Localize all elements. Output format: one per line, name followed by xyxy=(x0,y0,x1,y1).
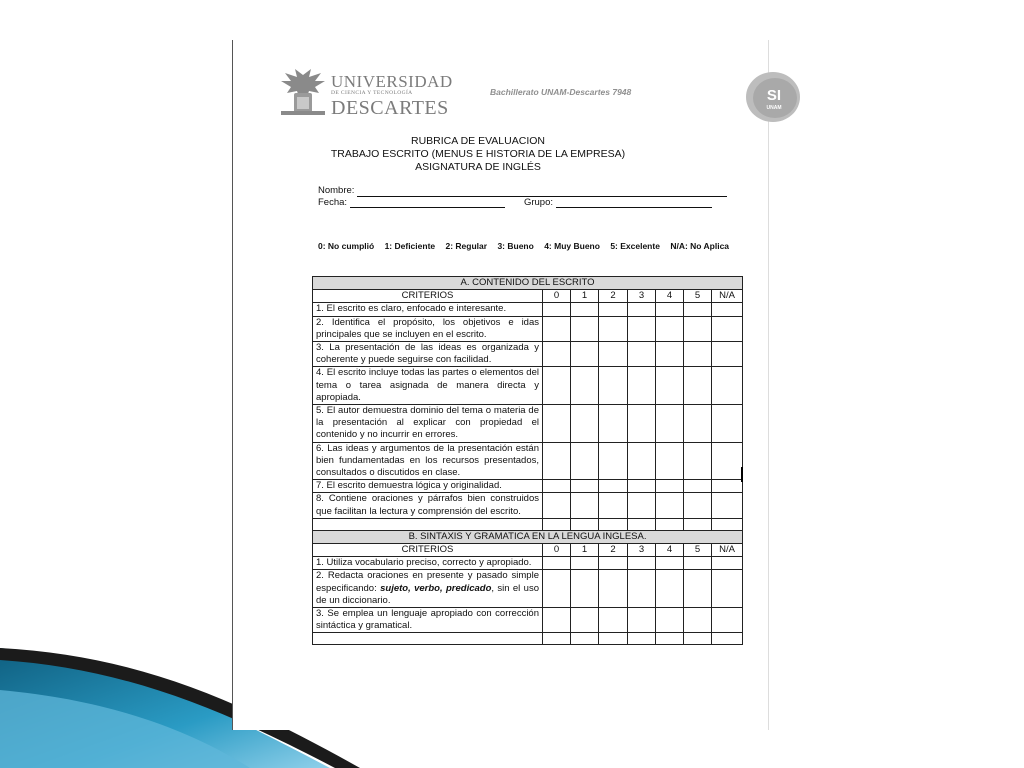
score-header: 4 xyxy=(656,290,684,303)
score-cell[interactable] xyxy=(712,342,743,367)
score-cell[interactable] xyxy=(712,570,743,608)
criterion-text: 6. Las ideas y argumentos de la presentación están bien fundamentadas en los recursos presentados, consultados o discutidos en clase. xyxy=(313,442,543,480)
criterion-row xyxy=(313,367,743,405)
score-cell[interactable] xyxy=(599,608,628,633)
score-cell[interactable] xyxy=(571,316,599,341)
score-cell[interactable] xyxy=(571,367,599,405)
criterion-text: 3. Se emplea un lenguaje apropiado con corrección sintáctica y gramatical. xyxy=(313,608,543,633)
score-header: 0 xyxy=(543,544,571,557)
score-cell[interactable] xyxy=(628,608,656,633)
logo-descartes-text: DESCARTES xyxy=(331,96,449,119)
score-header: 3 xyxy=(628,290,656,303)
score-header: 3 xyxy=(628,544,656,557)
score-header: N/A xyxy=(712,290,743,303)
scale-legend xyxy=(318,241,729,251)
score-cell[interactable] xyxy=(599,493,628,518)
score-header: 2 xyxy=(599,290,628,303)
header-row-a xyxy=(313,290,743,303)
section-b-header: B. SINTAXIS Y GRAMATICA EN LA LENGUA INGLESA. xyxy=(313,530,743,543)
criterion-row xyxy=(313,570,743,608)
score-cell[interactable] xyxy=(571,442,599,480)
rubric-page xyxy=(232,40,782,730)
criterion-row xyxy=(313,557,743,570)
score-cell[interactable] xyxy=(571,480,599,493)
criterion-text: 7. El escrito demuestra lógica y originalidad. xyxy=(313,480,543,493)
fecha-field[interactable] xyxy=(350,198,505,208)
score-cell[interactable] xyxy=(656,442,684,480)
score-cell[interactable] xyxy=(656,608,684,633)
eagle-crest-icon xyxy=(279,67,327,117)
criterion-text: 1. Utiliza vocabulario preciso, correcto y apropiado. xyxy=(313,557,543,570)
score-cell[interactable] xyxy=(712,608,743,633)
score-cell[interactable] xyxy=(543,570,571,608)
criterion-text: 1. El escrito es claro, enfocado e interesante. xyxy=(313,303,543,316)
score-cell[interactable] xyxy=(599,316,628,341)
score-cell[interactable] xyxy=(571,342,599,367)
score-cell[interactable] xyxy=(684,570,712,608)
scale-item: 4: Muy Bueno xyxy=(544,241,600,251)
score-cell[interactable] xyxy=(599,442,628,480)
score-header: 0 xyxy=(543,290,571,303)
score-cell[interactable] xyxy=(656,316,684,341)
criterion-row xyxy=(313,493,743,518)
criterion-row xyxy=(313,303,743,316)
score-cell[interactable] xyxy=(543,367,571,405)
scale-item: 1: Deficiente xyxy=(384,241,436,251)
rubric-table xyxy=(312,276,743,645)
score-cell[interactable] xyxy=(712,303,743,316)
score-header: 5 xyxy=(684,544,712,557)
score-cell[interactable] xyxy=(571,493,599,518)
si-badge-bottom-text: UNAM xyxy=(766,105,782,111)
document-titles xyxy=(293,135,663,174)
spacer-row xyxy=(313,518,743,530)
section-b-row xyxy=(313,530,743,543)
criterion-text xyxy=(313,570,543,608)
title-line-1: RUBRICA DE EVALUACION xyxy=(410,135,545,147)
score-cell[interactable] xyxy=(684,608,712,633)
criterion-text-part: , sin el uso de un diccionario. xyxy=(316,582,539,606)
score-cell[interactable] xyxy=(543,342,571,367)
score-cell[interactable] xyxy=(684,303,712,316)
score-cell[interactable] xyxy=(712,367,743,405)
score-cell[interactable] xyxy=(684,342,712,367)
score-cell[interactable] xyxy=(628,316,656,341)
bachillerato-label: Bachillerato UNAM-Descartes 7948 xyxy=(490,87,632,97)
score-cell[interactable] xyxy=(656,493,684,518)
si-badge-top-text: SI xyxy=(766,87,782,104)
score-cell[interactable] xyxy=(712,493,743,518)
nombre-field[interactable] xyxy=(357,187,727,197)
score-cell[interactable] xyxy=(684,405,712,443)
score-cell[interactable] xyxy=(543,557,571,570)
score-cell[interactable] xyxy=(712,405,743,443)
score-cell[interactable] xyxy=(628,480,656,493)
score-cell[interactable] xyxy=(684,442,712,480)
criterion-row xyxy=(313,342,743,367)
spacer-row xyxy=(313,633,743,645)
score-cell[interactable] xyxy=(684,316,712,341)
score-header: 2 xyxy=(599,544,628,557)
grupo-field[interactable] xyxy=(556,198,712,208)
score-cell[interactable] xyxy=(712,316,743,341)
scale-item: 5: Excelente xyxy=(610,241,660,251)
logo-universidad-text: UNIVERSIDAD xyxy=(331,72,453,91)
scale-item: N/A: No Aplica xyxy=(670,241,730,251)
score-cell[interactable] xyxy=(571,608,599,633)
score-cell[interactable] xyxy=(543,480,571,493)
nombre-label: Nombre: xyxy=(318,185,355,196)
score-cell[interactable] xyxy=(628,342,656,367)
score-cell[interactable] xyxy=(656,480,684,493)
header-row-b xyxy=(313,544,743,557)
logo-subtitle-text: DE CIENCIA Y TECNOLOGÍA xyxy=(331,90,413,96)
score-cell[interactable] xyxy=(684,367,712,405)
section-a-row xyxy=(313,277,743,290)
score-cell[interactable] xyxy=(599,405,628,443)
si-unam-badge-icon xyxy=(745,71,801,123)
criterion-row xyxy=(313,405,743,443)
score-header: 4 xyxy=(656,544,684,557)
score-cell[interactable] xyxy=(543,303,571,316)
score-cell[interactable] xyxy=(543,493,571,518)
text-cursor xyxy=(741,467,743,482)
score-cell[interactable] xyxy=(571,557,599,570)
scale-item: 0: No cumplió xyxy=(318,241,375,251)
criterion-text-part: 2. Redacta oraciones en presente y pasado simple especificando: xyxy=(316,570,539,594)
score-cell[interactable] xyxy=(628,367,656,405)
score-cell[interactable] xyxy=(599,557,628,570)
title-line-3: ASIGNATURA DE INGLÉS xyxy=(415,161,541,173)
score-cell[interactable] xyxy=(571,303,599,316)
score-cell[interactable] xyxy=(628,405,656,443)
score-cell[interactable] xyxy=(712,442,743,480)
score-cell[interactable] xyxy=(656,570,684,608)
score-cell[interactable] xyxy=(684,493,712,518)
score-cell[interactable] xyxy=(712,480,743,493)
score-cell[interactable] xyxy=(628,303,656,316)
score-header: 1 xyxy=(571,544,599,557)
criterios-header: CRITERIOS xyxy=(313,290,543,303)
score-cell[interactable] xyxy=(571,405,599,443)
score-header: N/A xyxy=(712,544,743,557)
score-header: 5 xyxy=(684,290,712,303)
score-cell[interactable] xyxy=(599,570,628,608)
title-line-2: TRABAJO ESCRITO (MENUS E HISTORIA DE LA EMPRESA) xyxy=(330,148,626,160)
scale-item: 3: Bueno xyxy=(497,241,534,251)
criterion-text: 5. El autor demuestra dominio del tema o materia de la presentación al explicar con propiedad el contenido y no incurrir en errores. xyxy=(313,405,543,443)
criterion-row xyxy=(313,608,743,633)
criterion-text: 2. Identifica el propósito, los objetivos e idas principales que se incluyen en el escrito. xyxy=(313,316,543,341)
criterion-row xyxy=(313,316,743,341)
score-cell[interactable] xyxy=(599,303,628,316)
score-cell[interactable] xyxy=(656,405,684,443)
student-fields xyxy=(318,185,727,208)
score-cell[interactable] xyxy=(599,342,628,367)
score-cell[interactable] xyxy=(543,405,571,443)
score-cell[interactable] xyxy=(628,442,656,480)
score-cell[interactable] xyxy=(656,367,684,405)
criterion-text: 3. La presentación de las ideas es organizada y coherente y puede seguirse con facilidad. xyxy=(313,342,543,367)
scale-item: 2: Regular xyxy=(445,241,488,251)
score-cell[interactable] xyxy=(599,480,628,493)
score-cell[interactable] xyxy=(628,570,656,608)
score-header: 1 xyxy=(571,290,599,303)
universidad-descartes-logo xyxy=(279,67,453,119)
score-cell[interactable] xyxy=(543,442,571,480)
score-cell[interactable] xyxy=(628,557,656,570)
criterion-text: 4. El escrito incluye todas las partes o elementos del tema o tarea asignada de manera directa y apropiada. xyxy=(313,367,543,405)
score-cell[interactable] xyxy=(684,557,712,570)
score-cell[interactable] xyxy=(628,493,656,518)
section-a-header: A. CONTENIDO DEL ESCRITO xyxy=(313,277,743,290)
criterion-emphasis: sujeto, verbo, predicado xyxy=(380,582,492,594)
score-cell[interactable] xyxy=(543,316,571,341)
score-cell[interactable] xyxy=(656,557,684,570)
score-cell[interactable] xyxy=(684,480,712,493)
criterion-row xyxy=(313,442,743,480)
score-cell[interactable] xyxy=(656,342,684,367)
score-cell[interactable] xyxy=(712,557,743,570)
score-cell[interactable] xyxy=(543,608,571,633)
grupo-label: Grupo: xyxy=(523,196,554,208)
score-cell[interactable] xyxy=(599,367,628,405)
criterion-text: 8. Contiene oraciones y párrafos bien construidos que facilitan la lectura y comprensión del escrito. xyxy=(313,493,543,518)
criterios-header: CRITERIOS xyxy=(313,544,543,557)
criterion-row xyxy=(313,480,743,493)
score-cell[interactable] xyxy=(571,570,599,608)
score-cell[interactable] xyxy=(656,303,684,316)
fecha-label: Fecha: xyxy=(318,196,348,208)
